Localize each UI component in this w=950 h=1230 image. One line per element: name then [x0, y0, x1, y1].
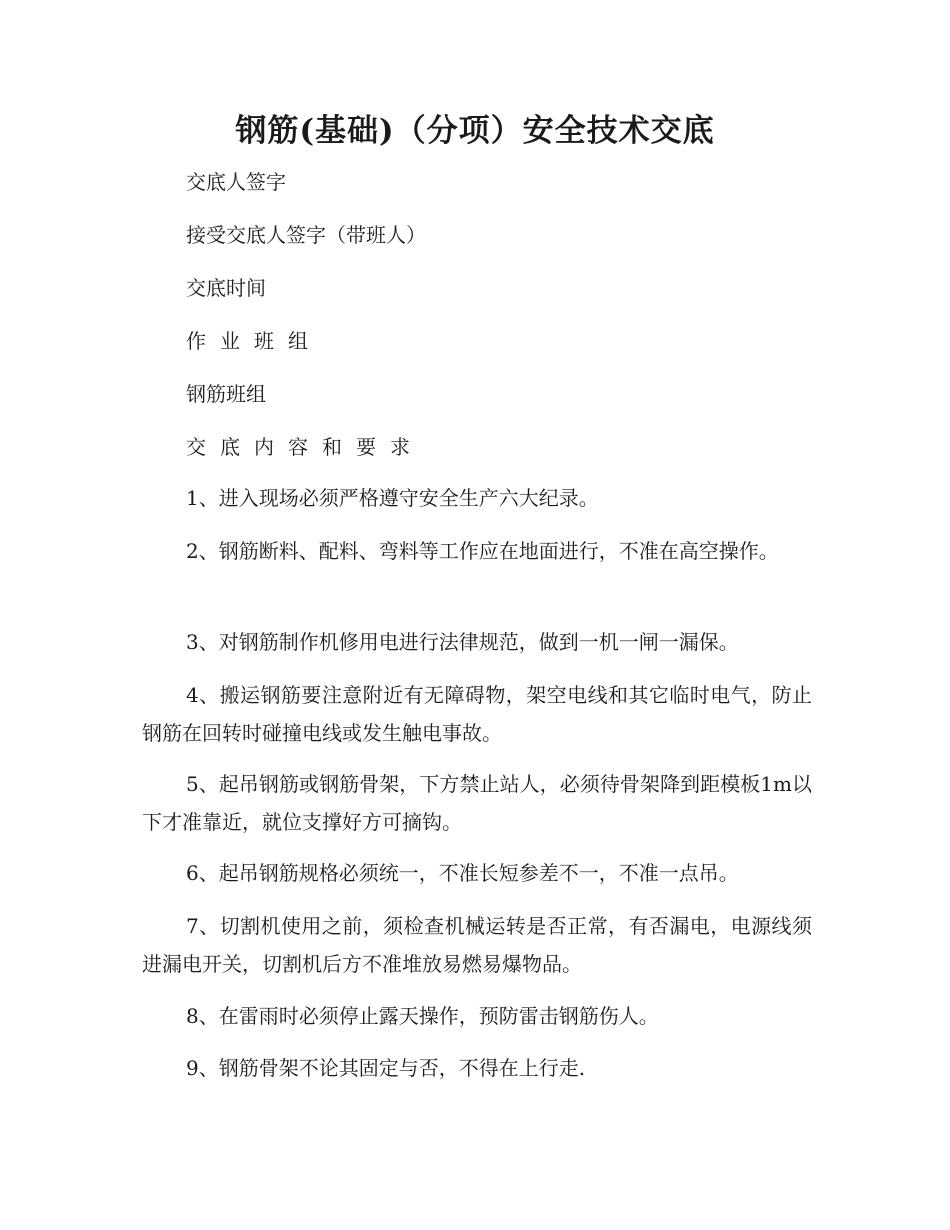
disclosure-time-field: 交底时间: [186, 276, 266, 300]
requirement-item-3: 3、对钢筋制作机修用电进行法律规范，做到一机一闸一漏保。: [186, 630, 739, 654]
requirement-item-5: 5、起吊钢筋或钢筋骨架，下方禁止站人，必须待骨架降到距模板1m以下才准靠近，就位支撑好方可摘钩。: [142, 772, 812, 834]
requirement-item-7: 7、切割机使用之前，须检查机械运转是否正常，有否漏电，电源线须进漏电开关，切割机后方不准堆放易燃易爆物品。: [142, 914, 812, 976]
requirement-item-2: 2、钢筋断料、配料、弯料等工作应在地面进行，不准在高空操作。: [186, 539, 779, 563]
requirement-item-1: 1、进入现场必须严格遵守安全生产六大纪录。: [186, 486, 599, 510]
document-title: 钢筋(基础)（分项）安全技术交底: [235, 113, 715, 149]
disclosing-person-field: 交底人签字: [186, 170, 286, 194]
requirement-item-8: 8、在雷雨时必须停止露天操作，预防雷击钢筋伤人。: [186, 1004, 659, 1028]
content-heading: 交底内容和要求: [186, 435, 424, 459]
work-team-label: 作业班组: [186, 329, 322, 353]
requirement-item-6: 6、起吊钢筋规格必须统一，不准长短参差不一，不准一点吊。: [186, 861, 739, 885]
requirement-item-4: 4、搬运钢筋要注意附近有无障碍物，架空电线和其它临时电气，防止钢筋在回转时碰撞电线或发生触电事故。: [142, 683, 812, 745]
receiving-person-field: 接受交底人签字（带班人）: [186, 223, 426, 247]
work-team-value: 钢筋班组: [186, 382, 266, 406]
requirement-item-9: 9、钢筋骨架不论其固定与否，不得在上行走.: [186, 1056, 586, 1080]
